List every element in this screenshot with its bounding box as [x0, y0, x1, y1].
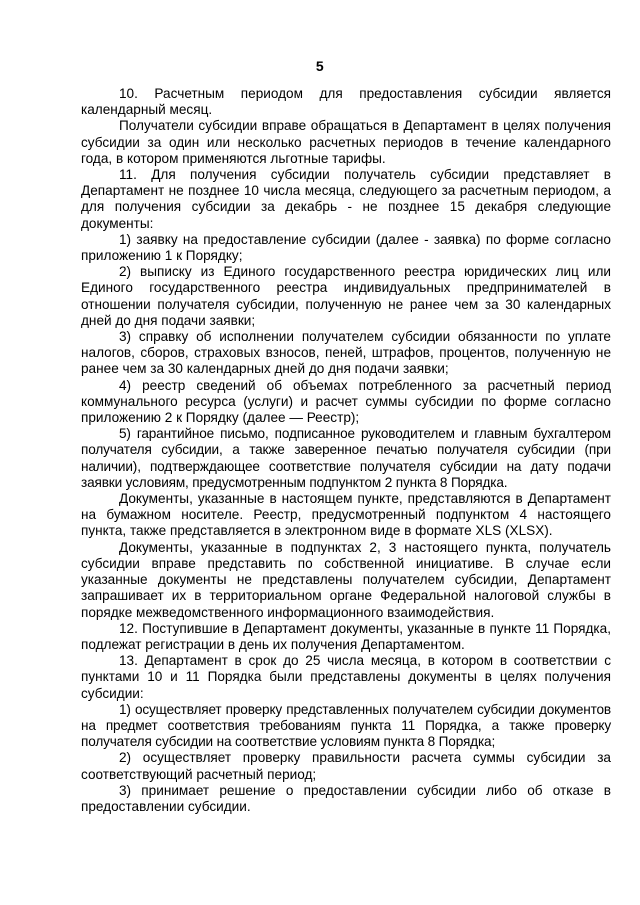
list-item-decision: 3) принимает решение о предоставлении субсидии либо об отказе в предоставлении субсидии.: [81, 782, 611, 814]
document-body: [81, 86, 611, 815]
page-number: 5: [315, 58, 325, 74]
list-item-document-check: 1) осуществляет проверку представленных получателем субсидии документов на предмет соответствия требованиям пункта 11 Порядка, а также проверку получателя субсидии на соответствие условиям пункта 8 Порядка;: [81, 701, 611, 750]
paragraph-paper-submission: Документы, указанные в настоящем пункте, представляются в Департамент на бумажном носителе. Реестр, предусмотренный подпунктом 4 настоящего пункта, также представляется в электронном виде в формате XLS (XLSX).: [81, 491, 611, 539]
paragraph-12: 12. Поступившие в Департамент документы, указанные в пункте 11 Порядка, подлежат регистрации в день их получения Департаментом.: [81, 620, 611, 652]
list-item-consumption-registry: 4) реестр сведений об объемах потребленного за расчетный период коммунального ресурса (услуги) и расчет суммы субсидии по форме согласно приложению 2 к Порядку (далее — Реестр);: [81, 377, 611, 426]
paragraph-10: 10. Расчетным периодом для предоставления субсидии является календарный месяц.: [81, 86, 611, 118]
list-item-tax-certificate: 3) справку об исполнении получателем субсидии обязанности по уплате налогов, сборов, страховых взносов, пеней, штрафов, процентов, полученную не ранее чем за 30 календарных дней до дня подачи заявки;: [81, 329, 611, 377]
list-item-registry-extract: 2) выписку из Единого государственного реестра юридических лиц или Единого государственного реестра индивидуальных предпринимателей в отношении получателя субсидии, полученную не ранее чем за 30 календарных дней до дня подачи заявки;: [81, 264, 611, 328]
list-item-guarantee-letter: 5) гарантийное письмо, подписанное руководителем и главным бухгалтером получателя субсидии, а также заверенное печатью получателя субсидии (при наличии), подтверждающее соответствие получателя субсидии на дату подачи заявки условиям, предусмотренным подпунктом 2 пункта 8 Порядка.: [81, 426, 611, 490]
list-item-calculation-check: 2) осуществляет проверку правильности расчета суммы субсидии за соответствующий расчетный период;: [81, 750, 611, 782]
paragraph-13: 13. Департамент в срок до 25 числа месяца, в котором в соответствии с пунктами 10 и 11 Порядка были представлены документы в целях получения субсидии:: [81, 653, 611, 701]
list-item-application: 1) заявку на предоставление субсидии (далее - заявка) по форме согласно приложению 1 к Порядку;: [81, 231, 611, 264]
paragraph-recipients-right: Получатели субсидии вправе обращаться в Департамент в целях получения субсидии за один или несколько расчетных периодов в течение календарного года, в котором применяются льготные тарифы.: [81, 118, 611, 166]
paragraph-own-initiative: Документы, указанные в подпунктах 2, 3 настоящего пункта, получатель субсидии вправе представить по собственной инициативе. В случае если указанные документы не представлены получателем субсидии, Департамент запрашивает их в территориальном органе Федеральной налоговой службы в порядке межведомственного информационного взаимодействия.: [81, 539, 611, 620]
paragraph-11: 11. Для получения субсидии получатель субсидии представляет в Департамент не позднее 10 числа месяца, следующего за расчетным периодом, а для получения субсидии за декабрь - не позднее 15 декабря следующие документы:: [81, 167, 611, 231]
